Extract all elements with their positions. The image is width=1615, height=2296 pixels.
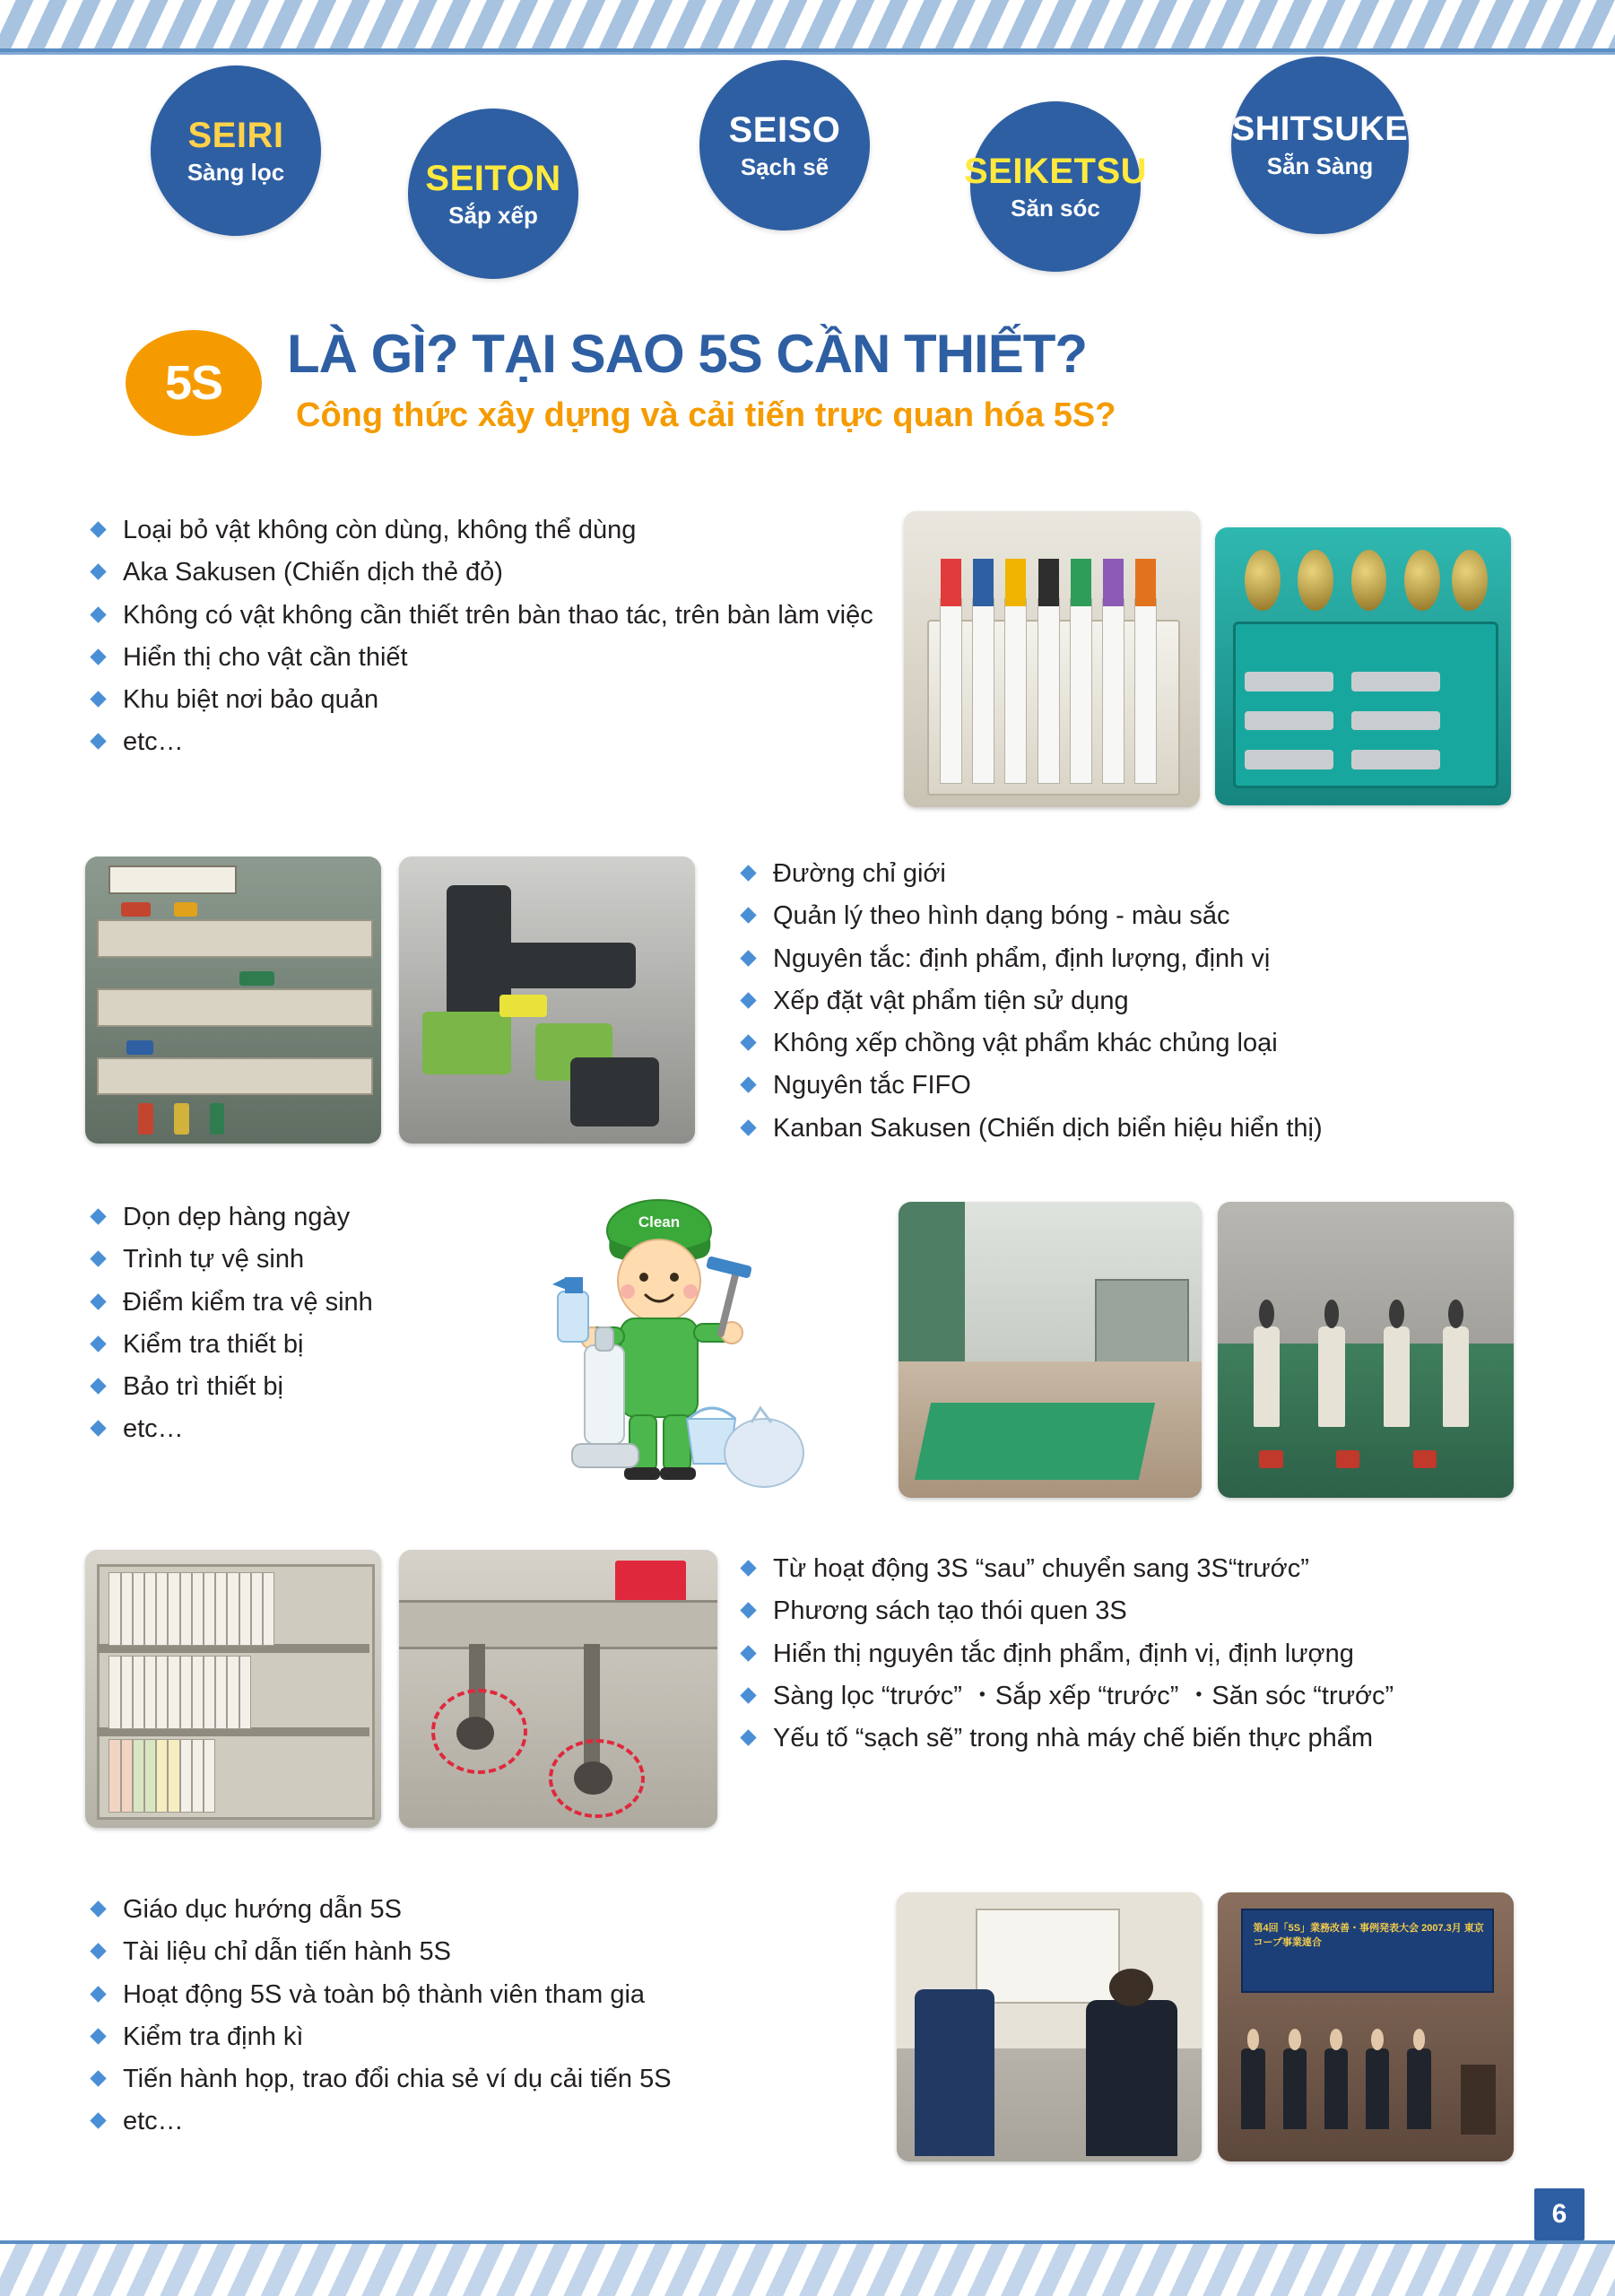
list-item	[85, 640, 892, 674]
diamond-bullet-icon	[740, 950, 756, 966]
list-item-text: Đường chỉ giới	[773, 859, 946, 888]
diamond-bullet-icon	[740, 992, 756, 1008]
diamond-bullet-icon	[740, 865, 756, 881]
diamond-bullet-icon	[740, 1645, 756, 1661]
list-item	[85, 2062, 892, 2096]
list-item	[735, 857, 1569, 891]
list-item-text: Bảo trì thiết bị	[123, 1372, 283, 1402]
diamond-bullet-icon	[90, 691, 106, 707]
list-item-text: Aka Sakusen (Chiến dịch thẻ đỏ)	[123, 558, 503, 587]
list-item	[85, 1412, 551, 1446]
list-item	[85, 555, 892, 589]
list-item-text: Hiển thị nguyên tắc định phẩm, định vị, định lượng	[773, 1639, 1354, 1668]
stage-screen-caption: 第4回「5S」業務改善・事例発表大会 2007.3月 東京コープ事業連合	[1253, 1922, 1484, 1948]
list-item-text: Từ hoạt động 3S “sau” chuyển sang 3S“trước”	[773, 1554, 1309, 1583]
list-item-text: Giáo dục hướng dẫn 5S	[123, 1895, 402, 1924]
circle-seiketsu-en: SEIKETSU	[963, 151, 1148, 191]
footer-striped-banner	[0, 2240, 1615, 2296]
circle-seiso-vi: Sạch sẽ	[740, 152, 829, 180]
list-item-text: Nguyên tắc: định phẩm, định lượng, định vị	[773, 944, 1271, 973]
diamond-bullet-icon	[90, 2070, 106, 2086]
cleaning-mascot	[502, 1184, 816, 1516]
pen-rack-photo	[904, 511, 1200, 807]
circle-seiketsu-vi: Săn sóc	[1011, 194, 1100, 222]
seiri-bullet-list	[85, 513, 892, 768]
list-item-text: Không có vật không cần thiết trên bàn thao tác, trên bàn làm việc	[123, 600, 873, 630]
diamond-bullet-icon	[90, 2028, 106, 2044]
circle-seiton	[408, 109, 578, 279]
diamond-bullet-icon	[90, 1208, 106, 1224]
list-item	[735, 984, 1569, 1018]
diamond-bullet-icon	[90, 606, 106, 622]
circle-seiso	[699, 60, 870, 230]
list-item-text: Hiển thị cho vật cần thiết	[123, 642, 408, 672]
diamond-bullet-icon	[90, 1251, 106, 1267]
title-block	[0, 312, 1615, 474]
diamond-bullet-icon	[90, 1293, 106, 1309]
list-item	[85, 725, 892, 759]
list-item-text: etc…	[123, 2107, 184, 2136]
diamond-bullet-icon	[90, 1421, 106, 1437]
list-item-text: Xếp đặt vật phẩm tiện sử dụng	[773, 986, 1129, 1015]
page-number-badge: 6	[1534, 2188, 1585, 2240]
floor-cleaning-team-photo	[1218, 1202, 1514, 1498]
list-item	[85, 1978, 892, 2012]
green-toolbox-photo	[1215, 527, 1511, 805]
diamond-bullet-icon	[740, 1603, 756, 1619]
machine-arm-photo	[399, 857, 695, 1144]
circle-shitsuke	[1231, 57, 1409, 234]
seiton-bullet-list	[735, 857, 1569, 1153]
diamond-bullet-icon	[90, 2113, 106, 2129]
diamond-bullet-icon	[90, 564, 106, 580]
circle-seiketsu	[963, 101, 1148, 272]
diamond-bullet-icon	[90, 648, 106, 665]
list-item	[85, 683, 892, 717]
list-item	[735, 1111, 1569, 1145]
diamond-bullet-icon	[740, 1687, 756, 1703]
circle-seiri	[151, 65, 321, 236]
list-item	[85, 1327, 551, 1361]
list-item-text: Loại bỏ vật không còn dùng, không thể dùng	[123, 516, 637, 544]
list-item-text: etc…	[123, 1414, 184, 1444]
list-item-text: Kiểm tra thiết bị	[123, 1329, 304, 1359]
list-item	[735, 1068, 1569, 1102]
circle-seiri-en: SEIRI	[187, 115, 284, 155]
list-item-text: Tiến hành họp, trao đổi chia sẻ ví dụ cải tiến 5S	[123, 2065, 672, 2094]
diamond-bullet-icon	[90, 1378, 106, 1394]
circle-seiton-vi: Sắp xếp	[448, 201, 538, 229]
list-item	[735, 1721, 1587, 1755]
diamond-bullet-icon	[90, 521, 106, 537]
diamond-bullet-icon	[90, 1335, 106, 1352]
list-item-text: Yếu tố “sạch sẽ” trong nhà máy chế biến thực phẩm	[773, 1724, 1374, 1753]
diamond-bullet-icon	[740, 1560, 756, 1576]
list-item-text: Không xếp chồng vật phẩm khác chủng loại	[773, 1029, 1278, 1058]
list-item-text: Kanban Sakusen (Chiến dịch biển hiệu hiển thị)	[773, 1113, 1323, 1143]
badge-5s: 5S	[126, 330, 262, 436]
diamond-bullet-icon	[90, 734, 106, 750]
list-item-text: Điểm kiểm tra vệ sinh	[123, 1287, 373, 1317]
list-item-text: Trình tự vệ sinh	[123, 1245, 305, 1274]
training-inspection-photo	[897, 1892, 1202, 2161]
list-item	[735, 1552, 1587, 1586]
list-item	[735, 1594, 1587, 1628]
list-item-text: Phương sách tạo thói quen 3S	[773, 1596, 1127, 1626]
list-item	[85, 1892, 892, 1926]
list-item-text: Sàng lọc “trước” ・Sắp xếp “trước” ・Săn sóc “trước”	[773, 1681, 1394, 1710]
circle-seiri-vi: Sàng lọc	[187, 158, 285, 186]
list-item	[735, 942, 1569, 976]
list-item-text: etc…	[123, 727, 184, 757]
list-item-text: Quản lý theo hình dạng bóng - màu sắc	[773, 901, 1230, 931]
list-item	[85, 513, 892, 547]
list-item	[735, 1026, 1569, 1060]
presentation-stage-photo	[1218, 1892, 1514, 2161]
circle-shitsuke-vi: Sẵn Sàng	[1266, 152, 1374, 179]
circle-seiso-en: SEISO	[728, 109, 841, 150]
circle-seiton-en: SEITON	[425, 158, 561, 198]
page-title: LÀ GÌ? TẠI SAO 5S CẦN THIẾT?	[287, 324, 1088, 384]
diamond-bullet-icon	[90, 1986, 106, 2002]
diamond-bullet-icon	[740, 908, 756, 924]
list-item	[85, 598, 892, 632]
list-item	[735, 1637, 1587, 1671]
list-item	[735, 1679, 1587, 1713]
tool-shelf-photo	[85, 857, 381, 1144]
page-subtitle: Công thức xây dựng và cải tiến trực quan hóa 5S?	[296, 396, 1116, 434]
diamond-bullet-icon	[90, 1900, 106, 1917]
diamond-bullet-icon	[740, 1077, 756, 1093]
five-s-circles	[0, 49, 1615, 291]
binder-cabinet-photo	[85, 1550, 381, 1828]
diamond-bullet-icon	[740, 1034, 756, 1050]
list-item-text: Khu biệt nơi bảo quản	[123, 685, 379, 715]
list-item-text: Kiểm tra định kì	[123, 2022, 304, 2051]
list-item	[735, 899, 1569, 933]
list-item-text: Nguyên tắc FIFO	[773, 1071, 971, 1100]
caster-marking-photo	[399, 1550, 717, 1828]
list-item-text: Dọn dẹp hàng ngày	[123, 1203, 351, 1231]
list-item-text: Hoạt động 5S và toàn bộ thành viên tham gia	[123, 1979, 646, 2009]
list-item	[85, 1285, 551, 1319]
svg-text:Clean: Clean	[638, 1213, 681, 1231]
shitsuke-bullet-list	[85, 1892, 892, 2147]
list-item	[85, 1242, 551, 1276]
circle-shitsuke-en: SHITSUKE	[1231, 109, 1409, 148]
seiso-bullet-list	[85, 1200, 551, 1455]
list-item	[85, 1200, 551, 1234]
diamond-bullet-icon	[90, 1944, 106, 1960]
list-item-text: Tài liệu chỉ dẫn tiến hành 5S	[123, 1937, 451, 1967]
clean-corridor-photo	[899, 1202, 1202, 1498]
list-item	[85, 2104, 892, 2138]
diamond-bullet-icon	[740, 1729, 756, 1745]
diamond-bullet-icon	[740, 1119, 756, 1135]
list-item	[85, 2020, 892, 2054]
list-item	[85, 1935, 892, 1969]
list-item	[85, 1370, 551, 1404]
seiketsu-bullet-list	[735, 1552, 1587, 1763]
top-striped-banner	[0, 0, 1615, 55]
